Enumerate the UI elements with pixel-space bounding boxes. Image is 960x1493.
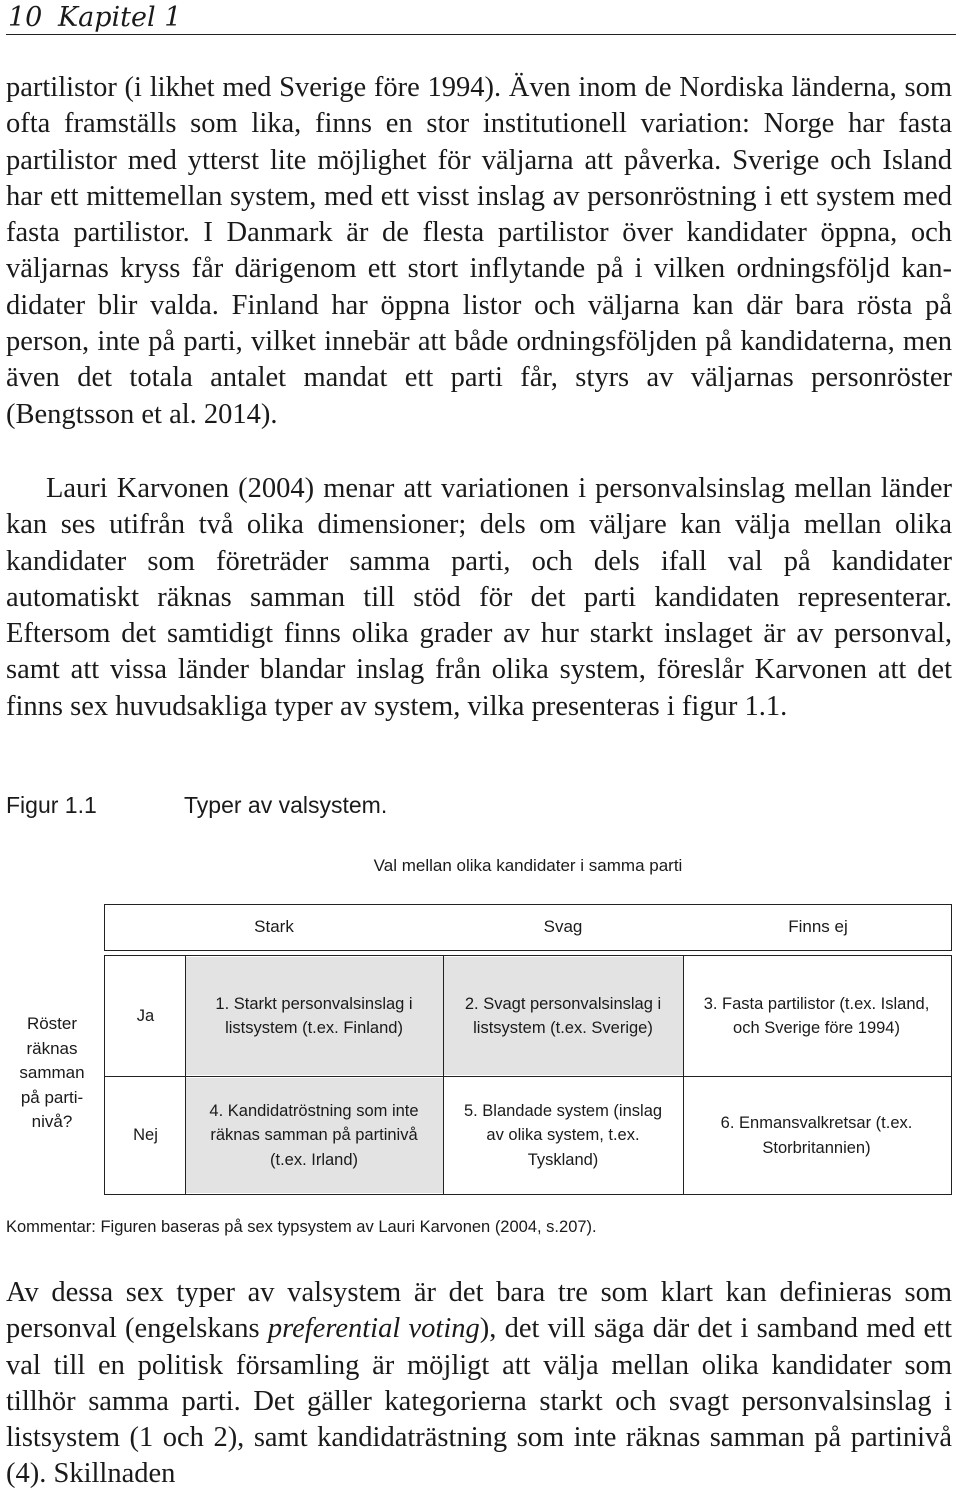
table-divider-vertical: [185, 955, 186, 1195]
page-number: 10: [8, 2, 43, 33]
table-divider-vertical: [443, 955, 444, 1195]
column-header-stark: Stark: [254, 917, 294, 936]
body-paragraph-3: [6, 1275, 952, 1493]
paragraph-3-text-end: ), det vill säga där det i samband med ett val till en politisk församling är möjligt att välja mellan olika kandidater som tillhör samma parti. Det gäller kategorierna starkt och svagt personvalsinslag i listsystem (1 och 2), samt kandidaträstning som inte räknas samman på partinivå (4). Skillnaden: [6, 1313, 952, 1490]
table-divider-vertical: [683, 955, 684, 1195]
running-header: [6, 0, 956, 35]
body-paragraph-1: partilistor (i likhet med Sverige före 1994). Även inom de Nordiska länderna, som ofta framställs som lika, finns en stor institutionell variation: Norge har fasta partilistor med ytterst lite möjlighet för väljarna att påverka. Sverige och Island har ett mittemellan system, med ett visst inslag av personröstning i ett system med fasta partilistor. I Danmark är de flesta partilistor över kandidater öppna, och väljarnas kryss får därigenom ett stort inflytande på i vilken ordningsföljd kandidater blir valda. Finland har öppna listor och väljarna kan där bara rösta på person, inte på parti, vilket innebär att både ordningsföljden på kandidaterna, men även det totala antalet mandat ett parti får, styrs av väljarnas personröster (Bengtsson et al. 2014).: [6, 72, 952, 430]
cell-type-6: 6. Enmansvalkretsar (t.ex. Storbritannien): [720, 1114, 913, 1157]
row-label-ja: Ja: [136, 1006, 155, 1025]
cell-type-1: 1. Starkt personvalsinslag i listsystem (t.ex. Finland): [185, 957, 443, 1075]
cell-type-4: 4. Kandidatröstning som inte räknas samman på partinivå (t.ex. Irland): [185, 1078, 443, 1193]
figure-title: Typer av valsystem.: [184, 792, 388, 818]
table-divider-horizontal: [104, 1076, 952, 1077]
figure-comment: Kommentar: Figuren baseras på sex typsystem av Lauri Karvonen (2004, s.207).: [6, 1218, 597, 1236]
figure-label: Figur 1.1: [6, 792, 97, 818]
paragraph-3-italic-term: preferential voting: [267, 1313, 480, 1345]
column-header-finns-ej: Finns ej: [788, 917, 848, 936]
chapter-title: Kapitel 1: [58, 2, 182, 33]
paragraph-3-text-start: Av dessa sex typer av valsystem är det bara tre som klart kan definieras som personval (engelskans: [6, 1277, 952, 1345]
figure-row-axis-label: Röster räknas samman på partinivå?: [19, 1014, 85, 1132]
body-paragraph-2: Lauri Karvonen (2004) menar att variationen i personvalsinslag mellan länder kan ses utifrån två olika dimensioner; dels om väljare kan välja mellan olika kandidater som företräder samma parti, och dels ifall val på kandidater automatiskt räknas samman till stöd för det parti kandidaten representerar. Eftersom det samtidigt finns olika grader av hur starkt inslaget är av personval, samt att vissa länder blandar inslag från olika system, föreslår Karvonen att det finns sex huvudsakliga typer av system, vilka presenteras i figur 1.1.: [6, 473, 952, 722]
row-label-nej: Nej: [133, 1126, 158, 1145]
cell-type-3: 3. Fasta partilistor (t.ex. Island, och Sverige före 1994): [703, 994, 930, 1037]
cell-type-2: 2. Svagt personvalsinslag i listsystem (t.ex. Sverige): [443, 957, 683, 1075]
cell-type-5: 5. Blandade system (inslag av olika system, t.ex. Tyskland): [463, 1101, 663, 1169]
figure-column-headers: [104, 904, 952, 951]
column-header-svag: Svag: [543, 917, 583, 936]
figure-column-axis-label: Val mellan olika kandidater i samma parti: [373, 856, 683, 875]
